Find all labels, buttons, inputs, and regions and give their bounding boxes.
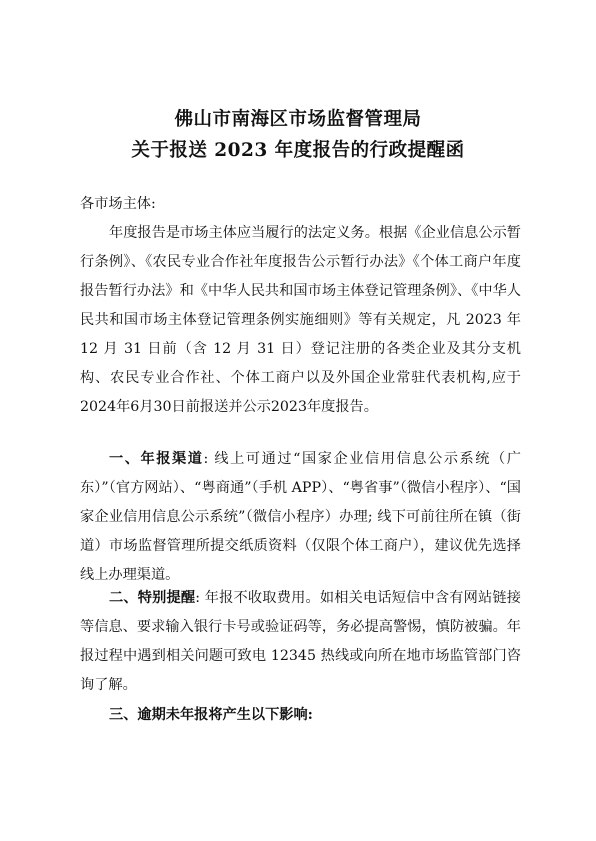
section-2-heading: 二、特别提醒 — [109, 590, 196, 606]
section-1-paragraph — [80, 445, 521, 590]
section-1-body: : 线上可通过“国家企业信用信息公示系统（广东）”（官方网站）、“粤商通”（手机 APP）、“粤省事”（微信小程序）、“国家企业信用信息公示系统”（微信小程序）办理; 线下可前往所在镇（街道）市场监督管理所提交纸质资料（仅限个体工商户），建议优先选择线上办理渠道。 — [80, 451, 521, 583]
intro-paragraph: 年度报告是市场主体应当履行的法定义务。根据《企业信息公示暂行条例》、《农民专业合作社年度报告公示暂行办法》《个体工商户年度报告暂行办法》和《中华人民共和国市场主体登记管理条例》、《中华人民共和国市场主体登记管理条例实施细则》等有关规定，凡 2023 年 12 月 31 日前（含 12 月 31 日）登记注册的各类企业及其分支机构、农民专业合作社、个体工商户以及外国企业常驻代表机构,应于2024年6月30日前报送并公示2023年度报告。 — [80, 225, 521, 415]
section-1-heading: 一、年报渠道 — [109, 451, 204, 467]
addressee: 各市场主体: — [80, 196, 156, 212]
document-title-line2: 关于报送 2023 年度报告的行政提醒函 — [131, 140, 465, 161]
section-2-paragraph — [80, 584, 521, 700]
section-3-heading: 三、逾期未年报将产生以下影响: — [109, 707, 313, 723]
section-2-body: : 年报不收取费用。如相关电话短信中含有网站链接等信息、要求输入银行卡号或验证码等，务必提高警惕，慎防被骗。年报过程中遇到相关问题可致电 12345 热线或向所在地市场监管部门咨询了解。 — [80, 590, 521, 693]
document-title-line1: 佛山市南海区市场监督管理局 — [174, 109, 422, 130]
